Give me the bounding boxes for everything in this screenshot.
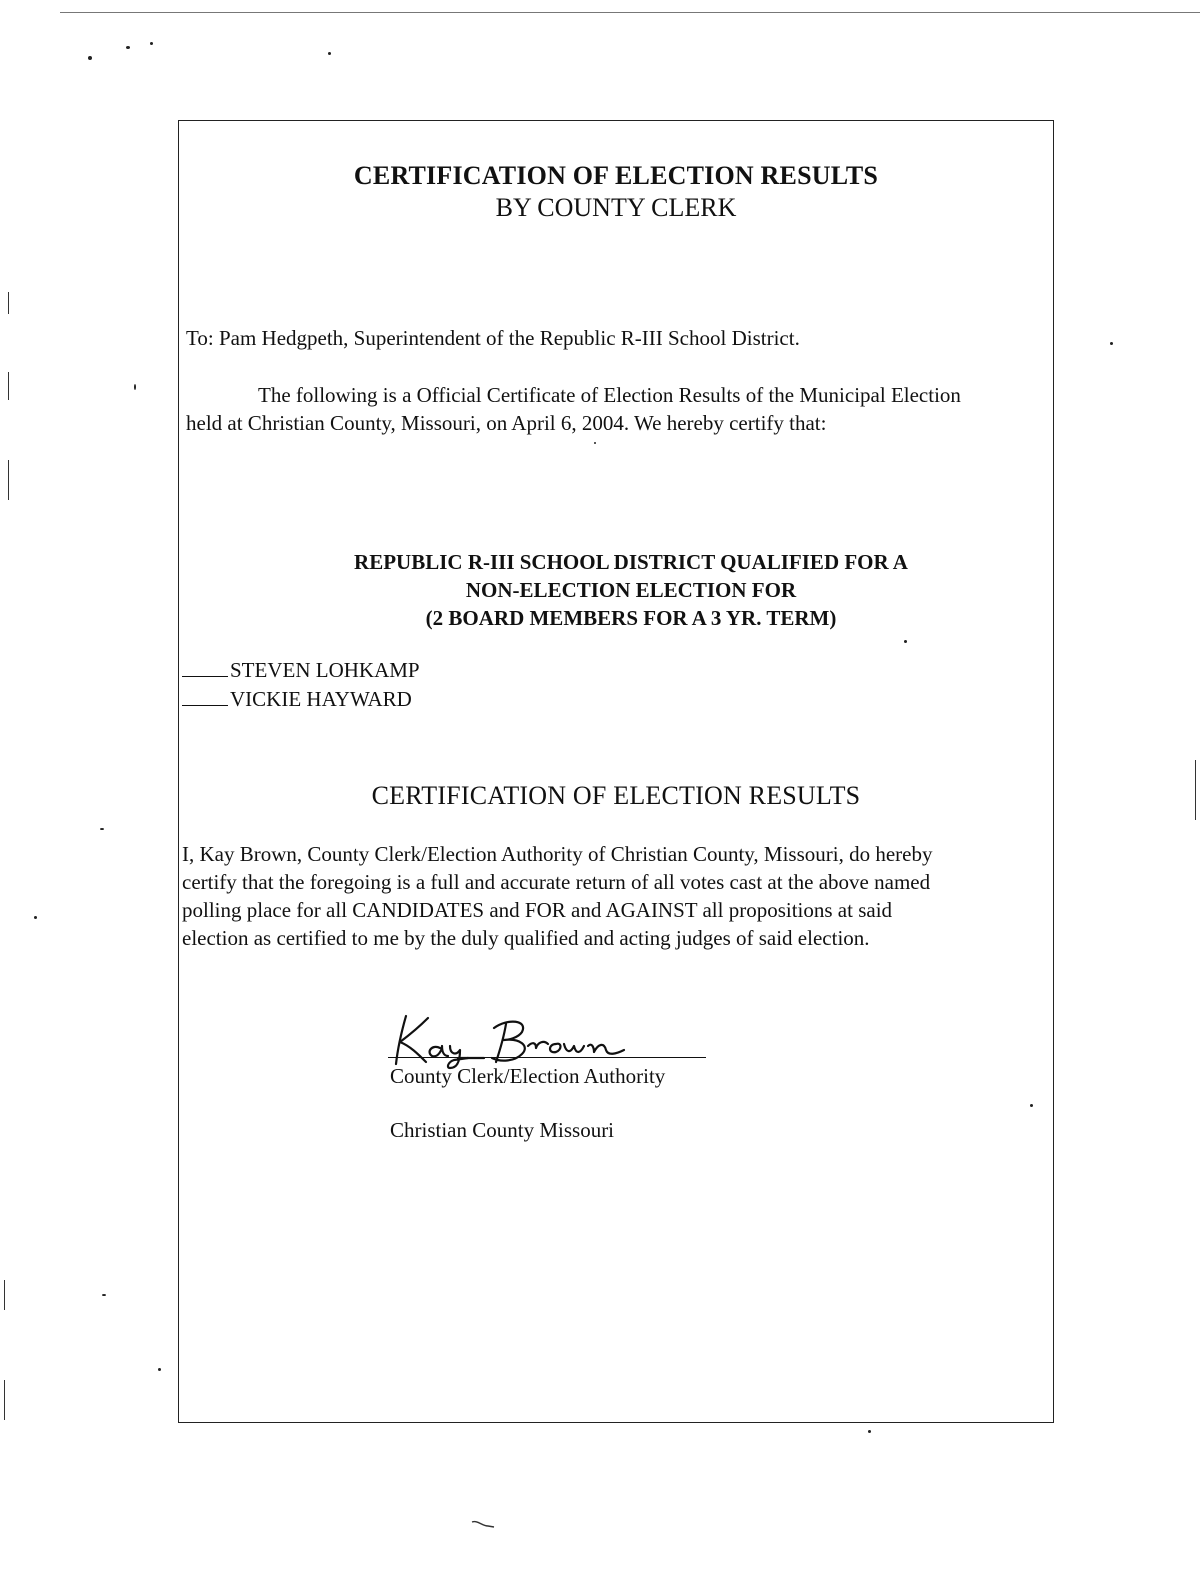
scan-mark [8,292,9,314]
speck [134,384,136,390]
scan-mark [4,1280,5,1310]
speck [102,1294,106,1296]
speck [158,1368,161,1371]
certification-line-4: election as certified to me by the duly qualified and acting judges of said election. [182,926,870,950]
signature-kay-brown [388,1010,648,1070]
scan-mark [1195,760,1196,820]
scan-mark [4,1380,5,1420]
qualification-heading-line-3: (2 BOARD MEMBERS FOR A 3 YR. TERM) [425,606,837,630]
scan-mark [8,372,9,400]
qualification-heading-line-2: NON-ELECTION ELECTION FOR [465,578,797,602]
intro-line-1: The following is a Official Certificate of Election Results of the Municipal Election [258,383,961,407]
checkbox-blank-line [182,658,228,677]
intro-line-2: held at Christian County, Missouri, on April 6, 2004. We hereby certify that: [186,411,827,435]
speck [868,1430,871,1433]
scan-mark [8,460,9,500]
speck [34,916,37,919]
signature-line [388,1057,706,1058]
certification-line-3: polling place for all CANDIDATES and FOR and AGAINST all propositions at said [182,898,893,922]
signature-caption: County Clerk/Election Authority [390,1064,666,1088]
document-title: CERTIFICATION OF ELECTION RESULTS [353,161,879,190]
checkbox-blank-line [182,687,228,706]
certification-heading: CERTIFICATION OF ELECTION RESULTS [371,781,861,810]
scan-edge [60,12,1200,13]
document-title-block [178,160,1054,224]
qualification-heading-line-1: REPUBLIC R-III SCHOOL DISTRICT QUALIFIED FOR A [354,550,908,574]
candidate-name: STEVEN LOHKAMP [230,658,420,682]
addressee-line: To: Pam Hedgpeth, Superintendent of the Republic R-III School District. [186,326,800,350]
certificate-frame [178,120,1054,1423]
county-line: Christian County Missouri [390,1118,615,1142]
speck [150,42,153,45]
speck [100,828,104,830]
scan-mark [470,1518,500,1530]
speck [126,46,130,49]
certification-line-1: I, Kay Brown, County Clerk/Election Authority of Christian County, Missouri, do hereby [182,842,933,866]
speck [328,52,331,55]
speck [1110,342,1113,345]
certification-line-2: certify that the foregoing is a full and accurate return of all votes cast at the above named [182,870,931,894]
document-subtitle: BY COUNTY CLERK [495,193,737,222]
candidate-row [182,685,412,713]
candidate-row [182,656,420,684]
candidate-name: VICKIE HAYWARD [230,687,412,711]
speck [88,56,92,60]
